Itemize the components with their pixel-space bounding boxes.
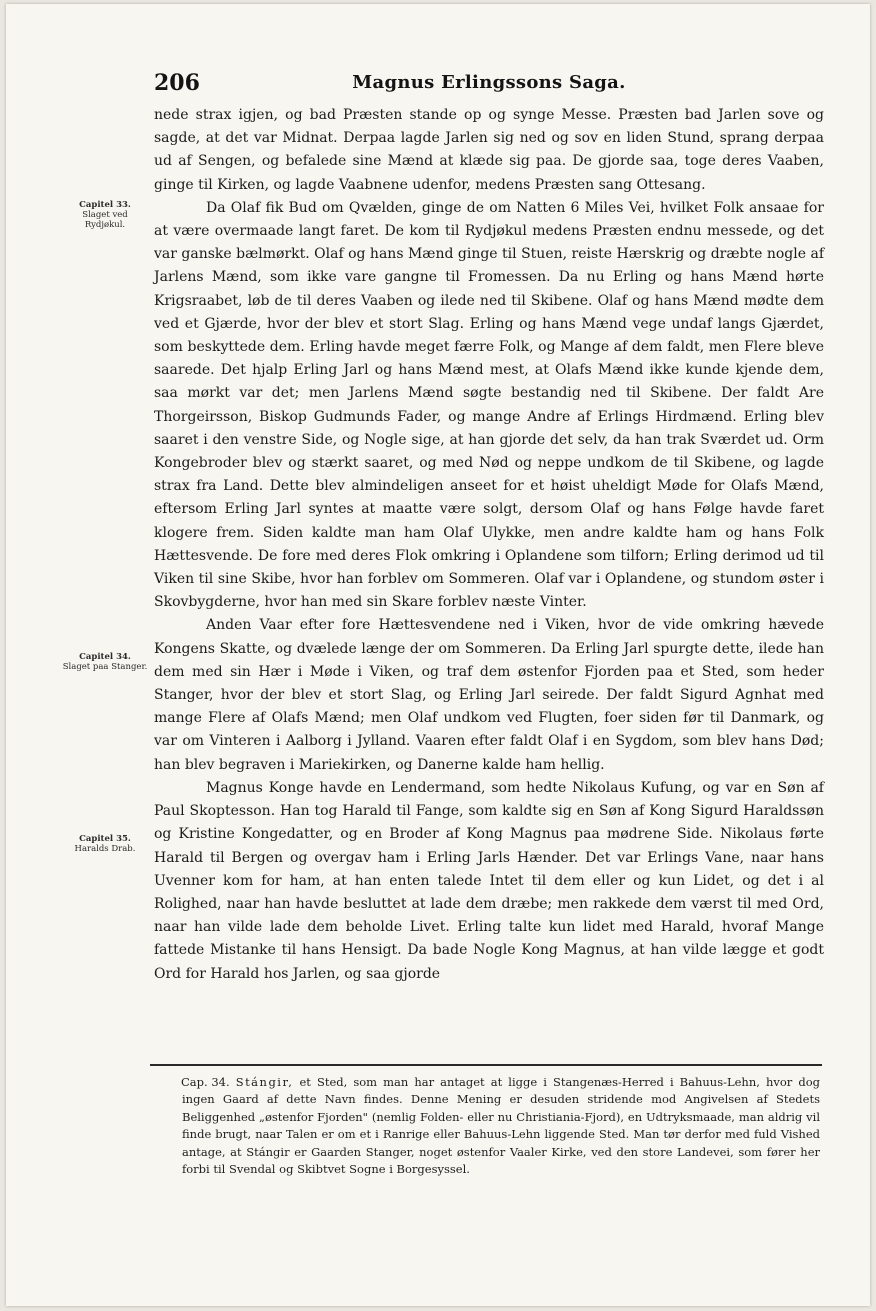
footnote-term: Stángir, bbox=[235, 1075, 294, 1089]
paragraph-2: Da Olaf fik Bud om Qvælden, ginge de om Natten 6 Miles Vei, hvilket Folk ansaae for at være overmaade langt faret. De kom til Rydjøkul medens Præsten endnu messede, og det var ganske bælmørkt. Olaf og hans Mænd ginge til Stuen, reiste Hærskrig og dræbte nogle af Jarlens Mænd, som ikke vare gangne til Fromessen. Da nu Erling og hans Mænd hørte Krigsraabet, løb de til deres Vaaben og ilede ned til Skibene. Olaf og hans Mænd mødte dem ved et Gjærde, hvor der blev et stort Slag. Erling og hans Mænd vege undaf langs Gjærdet, som beskyttede dem. Erling havde meget færre Folk, og Mange af dem faldt, men Flere bleve saarede. Det hjalp Erling Jarl og hans Mænd mest, at Olafs Mænd ikke kunde kjende dem, saa mørkt var det; men Jarlens Mænd søgte bestandig ned til Skibene. Der faldt Are Thorgeirsson, Biskop Gudmunds Fader, og mange Andre af Erlings Hirdmænd. Erling blev saaret i den venstre Side, og Nogle sige, at han gjorde det selv, da han trak Sværdet ud. Orm Kongebroder blev og stærkt saaret, og med Nød og neppe undkom de til Skibene, og lagde strax fra Land. Dette blev almindeligen anseet for et høist uheldigt Møde for Olafs Mænd, eftersom Erling Jarl syntes at maatte være solgt, dersom Olaf og hans Følge havde faret klogere frem. Siden kaldte man ham Olaf Ulykke, men andre kaldte ham og hans Folk Hættesvende. De fore med deres Flok omkring i Oplandene som tilforn; Erling derimod ud til Viken til sine Skibe, hvor han forblev om Sommeren. Olaf var i Oplandene, og stundom øster i Skovbygderne, hvor han med sin Skare forblev næste Vinter. bbox=[154, 199, 824, 611]
footnote-divider bbox=[150, 1064, 822, 1066]
book-page bbox=[6, 4, 870, 1306]
marginal-chapter-label: Capitel 35. bbox=[79, 834, 131, 844]
marginal-note-chapter-33 bbox=[62, 200, 148, 230]
marginal-note-text: Slaget paa Stanger. bbox=[62, 662, 148, 672]
running-title: Magnus Erlingssons Saga. bbox=[352, 72, 626, 93]
paragraph-3: Anden Vaar efter fore Hættesvendene ned i Viken, hvor de vide omkring hævede Kongens Skatte, og dvælede længe der om Sommeren. Da Erling Jarl spurgte dette, ilede han dem med sin Hær i Møde i Viken, og traf dem østenfor Fjorden paa et Sted, som heder Stanger, hvor der blev et stort Slag, og Erling Jarl seirede. Der faldt Sigurd Agnhat med mange Flere af Olafs Mænd; men Olaf undkom ved Flugten, foer siden før til Danmark, og var om Vinteren i Aalborg i Jylland. Vaaren efter faldt Olaf i en Sygdom, som blev hans Død; han blev begraven i Mariekirken, og Danerne kalde ham hellig. bbox=[154, 617, 824, 773]
marginal-note-chapter-35 bbox=[62, 834, 148, 854]
page-header bbox=[154, 70, 824, 96]
paragraph-1: nede strax igjen, og bad Præsten stande op og synge Messe. Præsten bad Jarlen sove og sagde, at det var Midnat. Derpaa lagde Jarlen sig ned og sov en liden Stund, sprang derpaa ud af Sengen, og befalede sine Mænd at klæde sig paa. De gjorde saa, toge deres Vaaben, ginge til Kirken, og lagde Vaabnene udenfor, medens Præsten sang Ottesang. bbox=[154, 107, 824, 193]
footnote bbox=[182, 1074, 820, 1178]
marginal-note-chapter-34 bbox=[62, 652, 148, 672]
footnote-label: Cap. 34. bbox=[181, 1075, 230, 1089]
body-text bbox=[154, 104, 824, 986]
marginal-chapter-label: Capitel 33. bbox=[79, 200, 131, 210]
marginal-note-text: Haralds Drab. bbox=[74, 844, 136, 854]
marginal-chapter-label: Capitel 34. bbox=[79, 652, 131, 662]
marginal-note-text: Slaget ved Rydjøkul. bbox=[82, 210, 128, 230]
page-number: 206 bbox=[154, 70, 200, 96]
footnote-text: et Sted, som man har antaget at ligge i Stangenæs-Herred i Bahuus-Lehn, hvor dog ingen Gaard af dette Navn findes. Denne Mening er desuden stridende mod Angivelsen af Stedets Beliggenhed „østenfor Fjorden" (nemlig Folden- eller nu Christiania-Fjord), en Udtryksmaade, man aldrig vil finde brugt, naar Talen er om et i Ranrige eller Bahuus-Lehn liggende Sted. Man tør derfor med fuld Vished antage, at Stángir er Gaarden Stanger, noget østenfor Vaaler Kirke, ved den store Landevei, som fører her forbi til Svendal og Skibtvet Sogne i Borgesyssel. bbox=[182, 1075, 820, 1177]
paragraph-4: Magnus Konge havde en Lendermand, som hedte Nikolaus Kufung, og var en Søn af Paul Skoptesson. Han tog Harald til Fange, som kaldte sig en Søn af Kong Sigurd Haraldssøn og Kristine Kongedatter, og en Broder af Kong Magnus paa mødrene Side. Nikolaus førte Harald til Bergen og overgav ham i Erling Jarls Hænder. Det var Erlings Vane, naar hans Uvenner kom for ham, at han enten talede Intet til dem eller og kun Lidet, og det i al Rolighed, naar han havde besluttet at lade dem dræbe; men rakkede dem værst til med Ord, naar han vilde lade dem beholde Livet. Erling talte kun lidet med Harald, hvoraf Mange fattede Mistanke til hans Hensigt. Da bade Nogle Kong Magnus, at han vilde lægge et godt Ord for Harald hos Jarlen, og saa gjorde bbox=[154, 779, 824, 982]
